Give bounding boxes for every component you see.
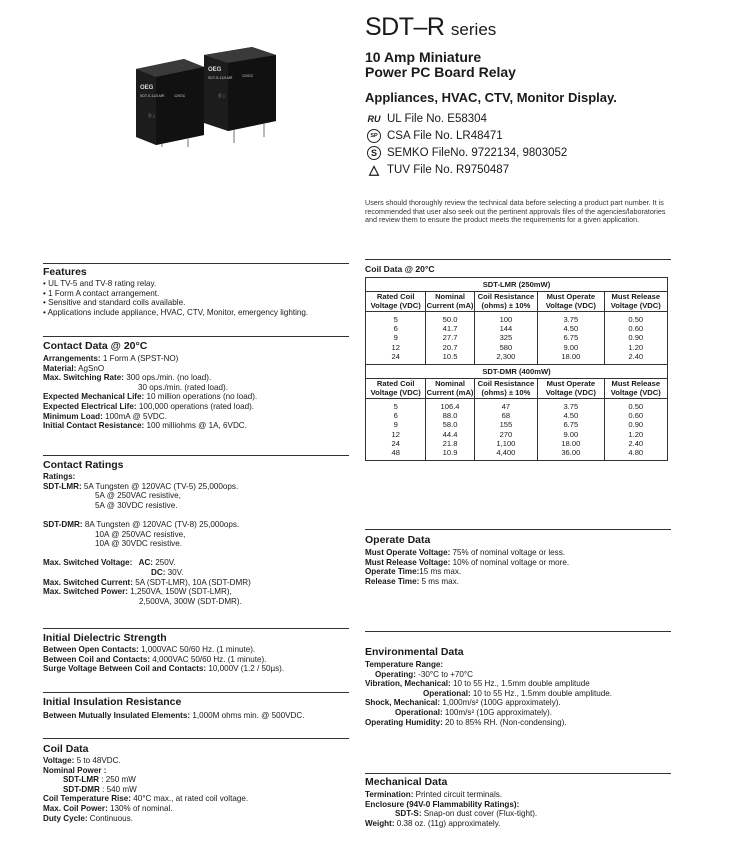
switched-voltage: Max. Switched Voltage: AC: 250V.	[43, 558, 176, 568]
shock-operational: Operational: 100m/s² (10G approximately).	[395, 707, 552, 717]
dielectric-section	[43, 628, 349, 674]
table-row	[366, 399, 668, 461]
semko-icon: S	[367, 146, 381, 160]
mech-life: Expected Mechanical Life: 10 million operations (no load).	[43, 392, 258, 402]
feature-item: • 1 Form A contact arrangement.	[43, 288, 160, 298]
must-operate: Must Operate Voltage: 75% of nominal voltage or less.	[365, 548, 566, 557]
dielectric-title: Initial Dielectric Strength	[43, 632, 167, 644]
col-header: Coil Resistance (ohms) ± 10%	[474, 292, 537, 312]
subtitle-line-1: 10 Amp Miniature	[365, 49, 482, 65]
approval-tuv	[367, 161, 567, 178]
mechanical-section	[365, 773, 671, 828]
mechanical-title: Mechanical Data	[365, 776, 448, 788]
operate-time: Operate Time:15 ms max.	[365, 567, 462, 577]
tuv-icon: △	[369, 161, 379, 177]
contact-resistance: Initial Contact Resistance: 100 milliohms @ 1A, 6VDC.	[43, 421, 247, 431]
nominal-power: Nominal Power :	[43, 765, 107, 775]
operate-data-title: Operate Data	[365, 534, 431, 546]
relay-logo-right: OEG	[208, 67, 222, 73]
switched-current: Max. Switched Current: 5A (SDT-LMR), 10A (SDT-DMR)	[43, 577, 251, 587]
approval-text: CSA File No. LR48471	[387, 129, 503, 142]
environmental-title: Environmental Data	[365, 646, 464, 658]
approval-text: TUV File No. R9750487	[387, 163, 510, 176]
lmr-rating-2: 5A @ 250VAC resistive,	[95, 491, 181, 501]
dielectric-coil: Between Coil and Contacts: 4,000VAC 50/60 Hz. (1 minute).	[43, 654, 267, 664]
dmr-rating-2: 10A @ 250VAC resistive,	[95, 529, 186, 539]
min-load: Minimum Load: 100mA @ 5VDC.	[43, 411, 167, 421]
col-header: Rated Coil Voltage (VDC)	[366, 292, 426, 312]
subtitle-line-2: Power PC Board Relay	[365, 64, 516, 80]
coil-table	[365, 277, 668, 461]
dmr-col-release: 0.50 0.60 0.90 1.20 2.40 4.80	[604, 399, 667, 461]
contact-ratings-section	[43, 455, 349, 606]
ul-icon: RU	[367, 113, 381, 124]
col-header: Nominal Current (mA)	[426, 292, 474, 310]
features-section	[43, 263, 349, 317]
relay-right-rating: 12VDC	[242, 74, 254, 78]
col-header: Nominal Current (mA)	[426, 379, 474, 397]
col-header: Must Release Voltage (VDC)	[604, 379, 667, 399]
duty-cycle: Duty Cycle: Continuous.	[43, 813, 133, 823]
relay-left-model: SDT-S-112LMR	[140, 94, 165, 98]
table-header-row	[366, 292, 668, 312]
csa-icon: SP	[367, 129, 381, 143]
switching-rate-2: 30 ops./min. (rated load).	[138, 382, 228, 392]
must-release: Must Release Voltage: 10% of nominal voltage or more.	[365, 557, 570, 567]
relay-product-image	[126, 47, 286, 147]
enclosure: Enclosure (94V-0 Flammability Ratings):	[365, 799, 520, 809]
weight: Weight: 0.38 oz. (11g) approximately.	[365, 818, 501, 828]
relay-logo: OEG	[140, 85, 154, 91]
coil-table-section	[365, 259, 675, 461]
col-header: Must Operate Voltage (VDC)	[538, 379, 604, 399]
switched-voltage-dc: DC: 30V.	[151, 567, 184, 577]
lmr-caption: SDT-LMR (250mW)	[366, 278, 668, 292]
lmr-col-release: 0.50 0.60 0.90 1.20 2.40	[604, 312, 667, 365]
dmr-col-current: 106.4 88.0 58.0 44.4 21.8 10.9	[426, 399, 474, 461]
lmr-rating-3: 5A @ 30VDC resistive.	[95, 500, 178, 510]
arrangements: Arrangements: 1 Form A (SPST-NO)	[43, 354, 179, 363]
approvals-list	[367, 110, 567, 178]
termination: Termination: Printed circuit terminals.	[365, 790, 503, 799]
col-header: Must Operate Voltage (VDC)	[538, 292, 604, 312]
dmr-col-operate: 3.75 4.50 6.75 9.00 18.00 36.00	[538, 399, 604, 461]
coil-lmr: SDT-LMR : 250 mW	[63, 775, 136, 785]
insulation-title: Initial Insulation Resistance	[43, 696, 182, 708]
insulation-value: Between Mutually Insulated Elements: 1,000M ohms min. @ 500VDC.	[43, 711, 305, 720]
dmr-col-resistance: 47 68 155 270 1,100 4,400	[474, 399, 537, 461]
relay-right-bottom: Ⓤ⊥	[218, 93, 226, 98]
temp-operating: Operating: -30°C to +70°C	[375, 669, 474, 679]
vibration-operational: Operational: 10 to 55 Hz., 1.5mm double amplitude.	[423, 688, 612, 698]
approval-ul	[367, 110, 567, 127]
feature-item: • Sensitive and standard coils available.	[43, 298, 186, 308]
coil-voltage: Voltage: 5 to 48VDC.	[43, 756, 121, 765]
approval-semko	[367, 144, 567, 161]
dmr-rating-3: 10A @ 30VDC resistive.	[95, 539, 182, 549]
lmr-col-resistance: 100 144 325 580 2,300	[474, 312, 537, 365]
vibration: Vibration, Mechanical: 10 to 55 Hz., 1.5mm double amplitude	[365, 679, 590, 689]
table-row	[366, 312, 668, 365]
release-time: Release Time: 5 ms max.	[365, 576, 459, 586]
col-header: Rated Coil Voltage (VDC)	[366, 379, 426, 399]
approval-text: SEMKO FileNo. 9722134, 9803052	[387, 146, 568, 159]
contact-data-title: Contact Data @ 20°C	[43, 340, 148, 352]
approval-text: UL File No. E58304	[387, 112, 487, 125]
humidity: Operating Humidity: 20 to 85% RH. (Non-condensing).	[365, 717, 567, 727]
enclosure-sdts: SDT-S: Snap-on dust cover (Flux-tight).	[395, 809, 538, 819]
series-suffix: series	[450, 20, 497, 39]
series-main: SDT–R	[365, 13, 445, 41]
lmr-col-operate: 3.75 4.50 6.75 9.00 18.00	[538, 312, 604, 365]
coil-dmr: SDT-DMR : 540 mW	[63, 784, 137, 794]
environmental-section	[365, 631, 671, 727]
relay-left-rating: 12VDC	[174, 94, 186, 98]
feature-item: • UL TV-5 and TV-8 rating relay.	[43, 279, 157, 288]
lmr-col-current: 50.0 41.7 27.7 20.7 10.5	[426, 312, 474, 365]
elec-life: Expected Electrical Life: 100,000 operations (rated load).	[43, 401, 255, 411]
coil-data-section	[43, 738, 349, 823]
dielectric-surge: Surge Voltage Between Coil and Contacts: 10,000V (1.2 / 50µs).	[43, 664, 285, 674]
coil-temp-rise: Coil Temperature Rise: 40°C max., at rated coil voltage.	[43, 794, 249, 804]
material: Material: AgSnO	[43, 363, 105, 373]
relay-right-model: SDT-S-112LMR	[208, 76, 233, 80]
switched-power: Max. Switched Power: 1,250VA, 150W (SDT-LMR),	[43, 587, 232, 597]
dmr-caption: SDT-DMR (400mW)	[366, 365, 668, 379]
temp-range: Temperature Range:	[365, 660, 444, 669]
product-subtitle	[365, 50, 516, 80]
switched-power-2: 2,500VA, 300W (SDT-DMR).	[139, 596, 242, 606]
contact-data-section	[43, 336, 349, 431]
coil-max-power: Max. Coil Power: 130% of nominal.	[43, 803, 173, 813]
operate-data-section	[365, 529, 671, 586]
insulation-section	[43, 692, 349, 721]
applications: Appliances, HVAC, CTV, Monitor Display.	[365, 90, 617, 105]
dmr-rating: SDT-DMR: 8A Tungsten @ 120VAC (TV-8) 25,000ops.	[43, 519, 240, 529]
relay-left-bottom: Ⓤ⊥	[148, 113, 156, 118]
shock: Shock, Mechanical: 1,000m/s² (100G approximately).	[365, 698, 561, 708]
col-header: Coil Resistance (ohms) ± 10%	[474, 379, 537, 399]
feature-item: • Applications include appliance, HVAC, CTV, Monitor, emergency lighting.	[43, 307, 309, 317]
switching-rate: Max. Switching Rate: 300 ops./min. (no load).	[43, 373, 212, 383]
table-header-row	[366, 379, 668, 399]
disclaimer: Users should thoroughly review the technical data before selecting a product part number. It is recommended that user also seek out the pertinent approvals files of the agencies/laboratories and review them to ensure the product meets the requirements for a given application.	[365, 198, 666, 224]
approval-csa	[367, 127, 567, 144]
lmr-col-voltage: 5 6 9 12 24	[366, 312, 426, 365]
features-title: Features	[43, 266, 87, 278]
ratings-label: Ratings:	[43, 472, 76, 481]
series-title	[365, 12, 496, 45]
coil-data-title: Coil Data	[43, 743, 89, 755]
dmr-col-voltage: 5 6 9 12 24 48	[366, 399, 426, 461]
contact-ratings-title: Contact Ratings	[43, 459, 124, 471]
dielectric-open: Between Open Contacts: 1,000VAC 50/60 Hz. (1 minute).	[43, 645, 256, 654]
coil-table-title: Coil Data @ 20°C	[365, 264, 435, 274]
col-header: Must Release Voltage (VDC)	[604, 292, 667, 312]
lmr-rating: SDT-LMR: 5A Tungsten @ 120VAC (TV-5) 25,000ops.	[43, 481, 239, 491]
